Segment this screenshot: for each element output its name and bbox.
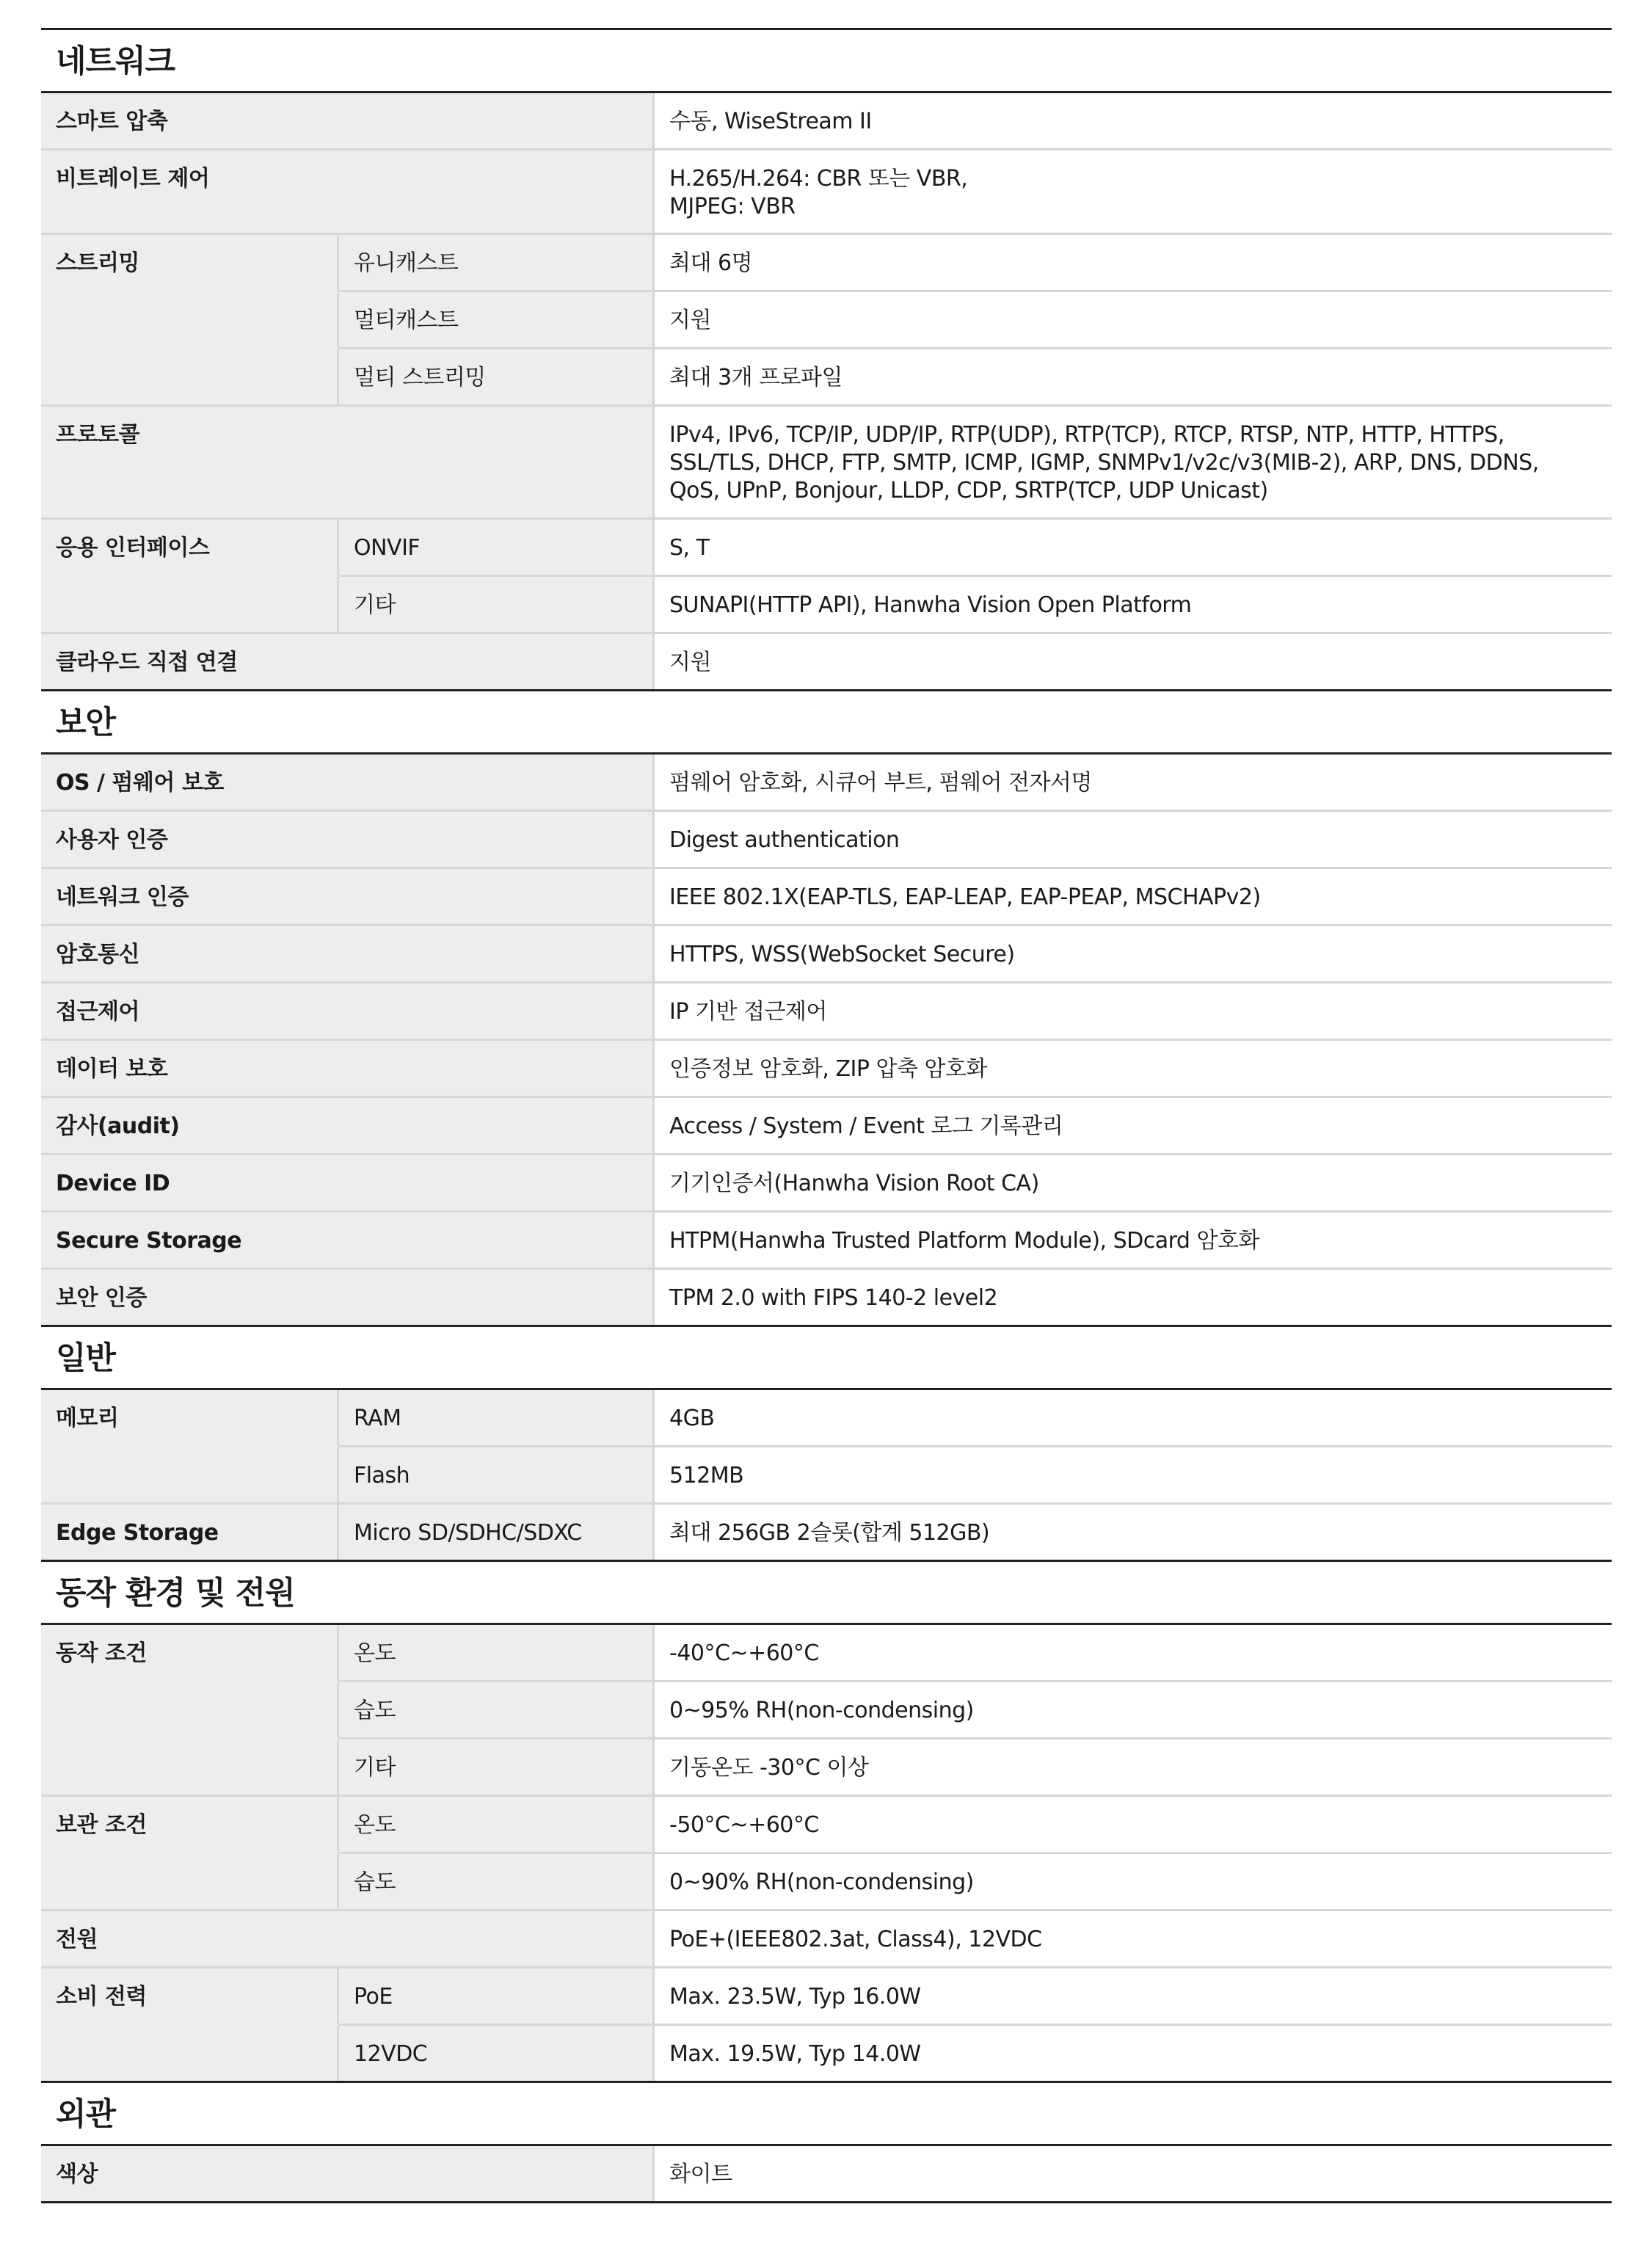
row-sublabel: Micro SD/SDHC/SDXC <box>339 1505 655 1560</box>
table-row <box>41 1739 1612 1797</box>
row-label: 응용 인터페이스 <box>41 520 339 577</box>
table-row <box>41 1213 1612 1270</box>
section-title: 외관 <box>41 2083 1612 2146</box>
row-label: 프로토콜 <box>41 407 655 517</box>
value-line: SSL/TLS, DHCP, FTP, SMTP, ICMP, IGMP, SNMPv1/v2c/v3(MIB-2), ARP, DNS, DDNS, <box>669 450 1539 476</box>
row-value: Max. 23.5W, Typ 16.0W <box>669 1984 921 2010</box>
table-row <box>41 755 1612 812</box>
row-value: 0~90% RH(non-condensing) <box>669 1869 974 1895</box>
row-label: 비트레이트 제어 <box>41 150 655 233</box>
spec-sheet <box>41 28 1612 2203</box>
row-label: 메모리 <box>41 1390 339 1447</box>
row-value: -50°C~+60°C <box>669 1812 819 1838</box>
value-line: H.265/H.264: CBR 또는 VBR, <box>669 166 968 192</box>
table-row <box>41 1390 1612 1447</box>
row-label <box>41 1854 339 1909</box>
section-title: 네트워크 <box>41 30 1612 93</box>
row-value: TPM 2.0 with FIPS 140-2 level2 <box>669 1285 998 1311</box>
table-row <box>41 292 1612 349</box>
table-row <box>41 2026 1612 2083</box>
section-network <box>41 30 1612 691</box>
row-sublabel: PoE <box>339 1968 655 2024</box>
row-label: 감사(audit) <box>41 1098 655 1153</box>
row-label <box>41 349 339 404</box>
table-row <box>41 1098 1612 1155</box>
row-label <box>41 2026 339 2081</box>
row-value: 최대 3개 프로파일 <box>669 365 843 390</box>
row-value: IP 기반 접근제어 <box>669 999 827 1025</box>
row-value <box>655 407 1612 517</box>
row-label: 동작 조건 <box>41 1625 339 1682</box>
table-row <box>41 812 1612 869</box>
row-label: 스트리밍 <box>41 235 339 292</box>
row-value: 최대 6명 <box>669 250 753 276</box>
row-value: Access / System / Event 로그 기록관리 <box>669 1113 1063 1139</box>
row-value: 지원 <box>669 650 711 675</box>
row-value: 기기인증서(Hanwha Vision Root CA) <box>669 1171 1039 1196</box>
section-general <box>41 1327 1612 1562</box>
table-row <box>41 1270 1612 1327</box>
row-sublabel: 기타 <box>339 577 655 632</box>
table-row <box>41 93 1612 150</box>
table-row <box>41 150 1612 235</box>
row-label <box>41 1682 339 1739</box>
row-label: 보안 인증 <box>41 1270 655 1325</box>
row-sublabel: ONVIF <box>339 520 655 575</box>
table-row <box>41 1854 1612 1911</box>
row-value: HTPM(Hanwha Trusted Platform Module), SDcard 암호화 <box>669 1228 1259 1254</box>
row-value: PoE+(IEEE802.3at, Class4), 12VDC <box>669 1927 1042 1952</box>
section-security <box>41 691 1612 1327</box>
row-label: 데이터 보호 <box>41 1041 655 1096</box>
row-sublabel: 유니캐스트 <box>339 235 655 290</box>
row-sublabel: 멀티캐스트 <box>339 292 655 347</box>
row-label: 스마트 압축 <box>41 93 655 148</box>
row-value: HTTPS, WSS(WebSocket Secure) <box>669 942 1015 967</box>
row-label: 클라우드 직접 연결 <box>41 634 655 689</box>
row-value: 펌웨어 암호화, 시큐어 부트, 펌웨어 전자서명 <box>669 770 1092 796</box>
table-row <box>41 1682 1612 1739</box>
row-sublabel: 온도 <box>339 1797 655 1852</box>
table-row <box>41 235 1612 292</box>
row-sublabel: 온도 <box>339 1625 655 1680</box>
table-row <box>41 349 1612 407</box>
row-value: Digest authentication <box>669 827 900 853</box>
row-sublabel: 12VDC <box>339 2026 655 2081</box>
table-row <box>41 1155 1612 1213</box>
row-sublabel: 기타 <box>339 1739 655 1795</box>
row-value: 기동온도 -30°C 이상 <box>669 1755 869 1781</box>
section-exterior <box>41 2083 1612 2203</box>
row-value: -40°C~+60°C <box>669 1640 819 1666</box>
row-value: 최대 256GB 2슬롯(합계 512GB) <box>669 1520 990 1546</box>
row-value: S, T <box>669 535 710 561</box>
row-sublabel: RAM <box>339 1390 655 1445</box>
table-row <box>41 2146 1612 2203</box>
row-value: 인증정보 암호화, ZIP 압축 암호화 <box>669 1056 987 1082</box>
value-line: MJPEG: VBR <box>669 194 796 219</box>
section-title: 일반 <box>41 1327 1612 1390</box>
table-row <box>41 1505 1612 1562</box>
row-value: 512MB <box>669 1463 744 1488</box>
row-sublabel: 습도 <box>339 1854 655 1909</box>
row-label <box>41 1447 339 1502</box>
table-row <box>41 407 1612 520</box>
row-sublabel: Flash <box>339 1447 655 1502</box>
table-row <box>41 577 1612 634</box>
table-row <box>41 1447 1612 1505</box>
row-value: Max. 19.5W, Typ 14.0W <box>669 2041 921 2067</box>
table-row <box>41 869 1612 926</box>
section-title: 동작 환경 및 전원 <box>41 1562 1612 1625</box>
row-label: 색상 <box>41 2146 655 2201</box>
row-label: 암호통신 <box>41 926 655 981</box>
row-value: SUNAPI(HTTP API), Hanwha Vision Open Platform <box>669 592 1192 618</box>
row-value <box>655 150 1612 233</box>
table-row <box>41 1911 1612 1968</box>
section-environment-power <box>41 1562 1612 2083</box>
row-label <box>41 577 339 632</box>
row-label: 전원 <box>41 1911 655 1966</box>
row-label: Secure Storage <box>41 1213 655 1268</box>
value-line: QoS, UPnP, Bonjour, LLDP, CDP, SRTP(TCP, UDP Unicast) <box>669 478 1268 503</box>
row-value: 화이트 <box>669 2162 732 2187</box>
row-sublabel: 멀티 스트리밍 <box>339 349 655 404</box>
row-label <box>41 1739 339 1795</box>
row-label: Edge Storage <box>41 1505 339 1560</box>
table-row <box>41 1625 1612 1682</box>
table-row <box>41 1968 1612 2026</box>
section-title: 보안 <box>41 691 1612 755</box>
table-row <box>41 634 1612 691</box>
row-label: 소비 전력 <box>41 1968 339 2026</box>
row-value: 4GB <box>669 1406 715 1431</box>
row-label: 보관 조건 <box>41 1797 339 1854</box>
row-label: 네트워크 인증 <box>41 869 655 924</box>
row-sublabel: 습도 <box>339 1682 655 1737</box>
table-row <box>41 984 1612 1041</box>
row-value: 0~95% RH(non-condensing) <box>669 1698 974 1723</box>
row-label: 접근제어 <box>41 984 655 1039</box>
row-label: Device ID <box>41 1155 655 1210</box>
row-label <box>41 292 339 349</box>
table-row <box>41 520 1612 577</box>
row-label: 사용자 인증 <box>41 812 655 867</box>
row-value: 지원 <box>669 308 711 333</box>
row-value: IEEE 802.1X(EAP-TLS, EAP-LEAP, EAP-PEAP, MSCHAPv2) <box>669 884 1261 910</box>
table-row <box>41 1041 1612 1098</box>
table-row <box>41 926 1612 984</box>
table-row <box>41 1797 1612 1854</box>
row-label: OS / 펌웨어 보호 <box>41 755 655 810</box>
value-line: IPv4, IPv6, TCP/IP, UDP/IP, RTP(UDP), RTP(TCP), RTCP, RTSP, NTP, HTTP, HTTPS, <box>669 422 1504 448</box>
row-value: 수동, WiseStream II <box>669 109 872 134</box>
